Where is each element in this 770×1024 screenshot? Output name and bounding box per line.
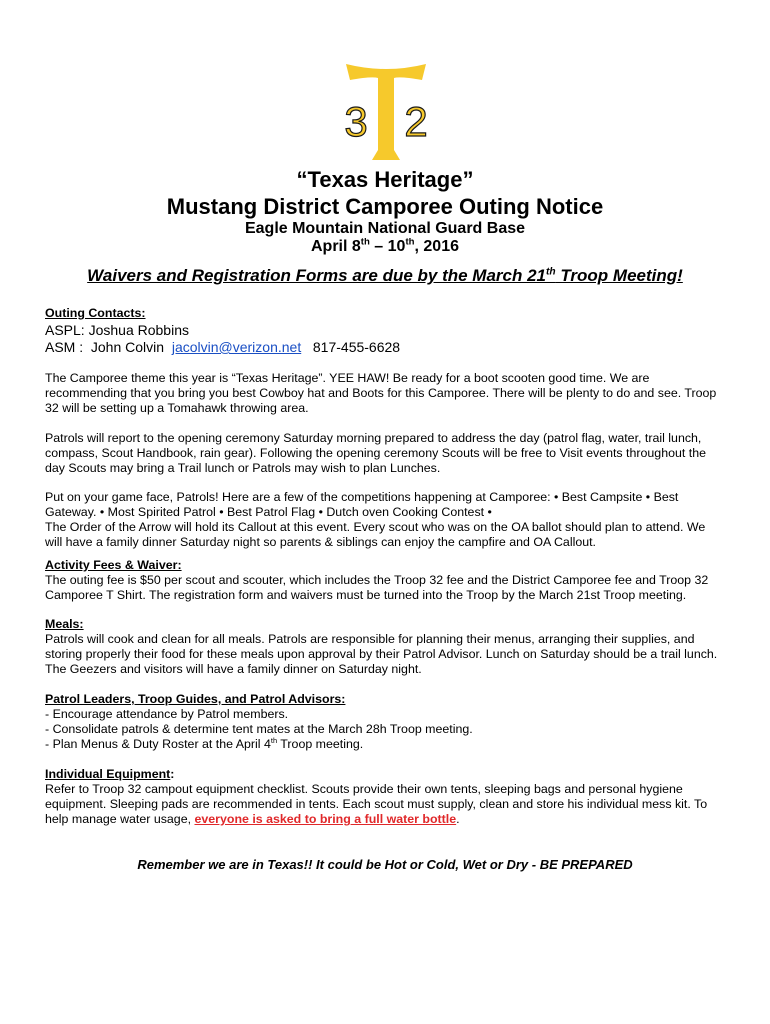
competitions-paragraph: Put on your game face, Patrols! Here are a few of the competitions happening at Camporee: • Best Campsite • Best Gateway. • Most Spirited Patrol • Best Patrol Flag • Dutch oven Cooking Contest •	[45, 490, 679, 519]
equipment-text: Refer to Troop 32 campout equipment checklist. Scouts provide their own tents, sleeping bags and personal hygiene equipment. Sleeping pads are recommended in tents. Each scout must supply, clean and store his individual mess kit. To help manage water usage, everyone is asked to bring a full water bottle.	[45, 782, 708, 826]
fees-heading: Activity Fees & Waiver:	[45, 558, 182, 572]
meals-section	[45, 617, 725, 677]
fees-text: The outing fee is $50 per scout and scouter, which includes the Troop 32 fee and the District Camporee fee and Troop 32 Camporee T Shirt. The registration form and waivers must be turned into the Troop by the March 21st Troop meeting.	[45, 573, 709, 602]
asm-email-link[interactable]: jacolvin@verizon.net	[171, 339, 302, 355]
meals-text: Patrols will cook and clean for all meals. Patrols are responsible for planning their menus, arranging their supplies, and storing properly their food for these meals upon approval by their Patrol Advisor. Lunch on Saturday should be a trail lunch. The Geezers and visitors will have a family dinner on Saturday night.	[45, 632, 718, 676]
title-theme: “Texas Heritage”	[296, 167, 474, 192]
contact-aspl: ASPL: Joshua Robbins	[45, 322, 189, 338]
water-bottle-notice: everyone is asked to bring a full water bottle	[194, 812, 457, 826]
logo-digit-3: 3	[344, 98, 368, 145]
logo-digit-2: 2	[404, 98, 428, 145]
fees-section	[45, 558, 725, 603]
leaders-item: - Plan Menus & Duty Roster at the April 4th Troop meeting.	[45, 735, 364, 751]
troop-32-logo	[340, 62, 432, 162]
leaders-item: - Encourage attendance by Patrol members.	[45, 707, 289, 721]
meals-heading: Meals:	[45, 617, 84, 631]
location: Eagle Mountain National Guard Base	[244, 220, 526, 237]
closing-reminder: Remember we are in Texas!! It could be Hot or Cold, Wet or Dry - BE PREPARED	[137, 857, 633, 872]
contacts-section	[45, 305, 725, 356]
leaders-heading: Patrol Leaders, Troop Guides, and Patrol Advisors:	[45, 692, 346, 706]
theme-paragraph: The Camporee theme this year is “Texas Heritage”. YEE HAW! Be ready for a boot scooten good time. We are recommending that you bring you best Cowboy hat and Boots for this Camporee. There will be plenty to do and see. Troop 32 will be setting up a Tomahawk throwing area.	[45, 371, 717, 415]
due-notice: Waivers and Registration Forms are due by the March 21th Troop Meeting!	[87, 266, 683, 285]
equipment-section	[45, 767, 725, 827]
leaders-item: - Consolidate patrols & determine tent mates at the March 28h Troop meeting.	[45, 722, 473, 736]
event-dates: April 8th – 10th, 2016	[311, 236, 459, 255]
order-of-arrow-paragraph: The Order of the Arrow will hold its Callout at this event. Every scout who was on the OA ballot should plan to attend. We will have a family dinner Saturday night so parents & siblings can enjoy the campfire and OA Callout.	[45, 520, 706, 549]
patrols-paragraph: Patrols will report to the opening ceremony Saturday morning prepared to address the day (patrol flag, water, trail lunch, compass, Scout Handbook, rain gear). Following the opening ceremony Scouts will be free to Visit events throughout the day Scouts may bring a Trail lunch or Patrols may wish to plan Lunches.	[45, 431, 706, 475]
equipment-heading: Individual Equipment:	[45, 767, 175, 781]
contact-asm: ASM : John Colvin jacolvin@verizon.net 817-455-6628	[45, 339, 401, 355]
title-main: Mustang District Camporee Outing Notice	[166, 194, 604, 219]
leaders-section	[45, 692, 725, 752]
contacts-heading: Outing Contacts:	[45, 306, 146, 320]
